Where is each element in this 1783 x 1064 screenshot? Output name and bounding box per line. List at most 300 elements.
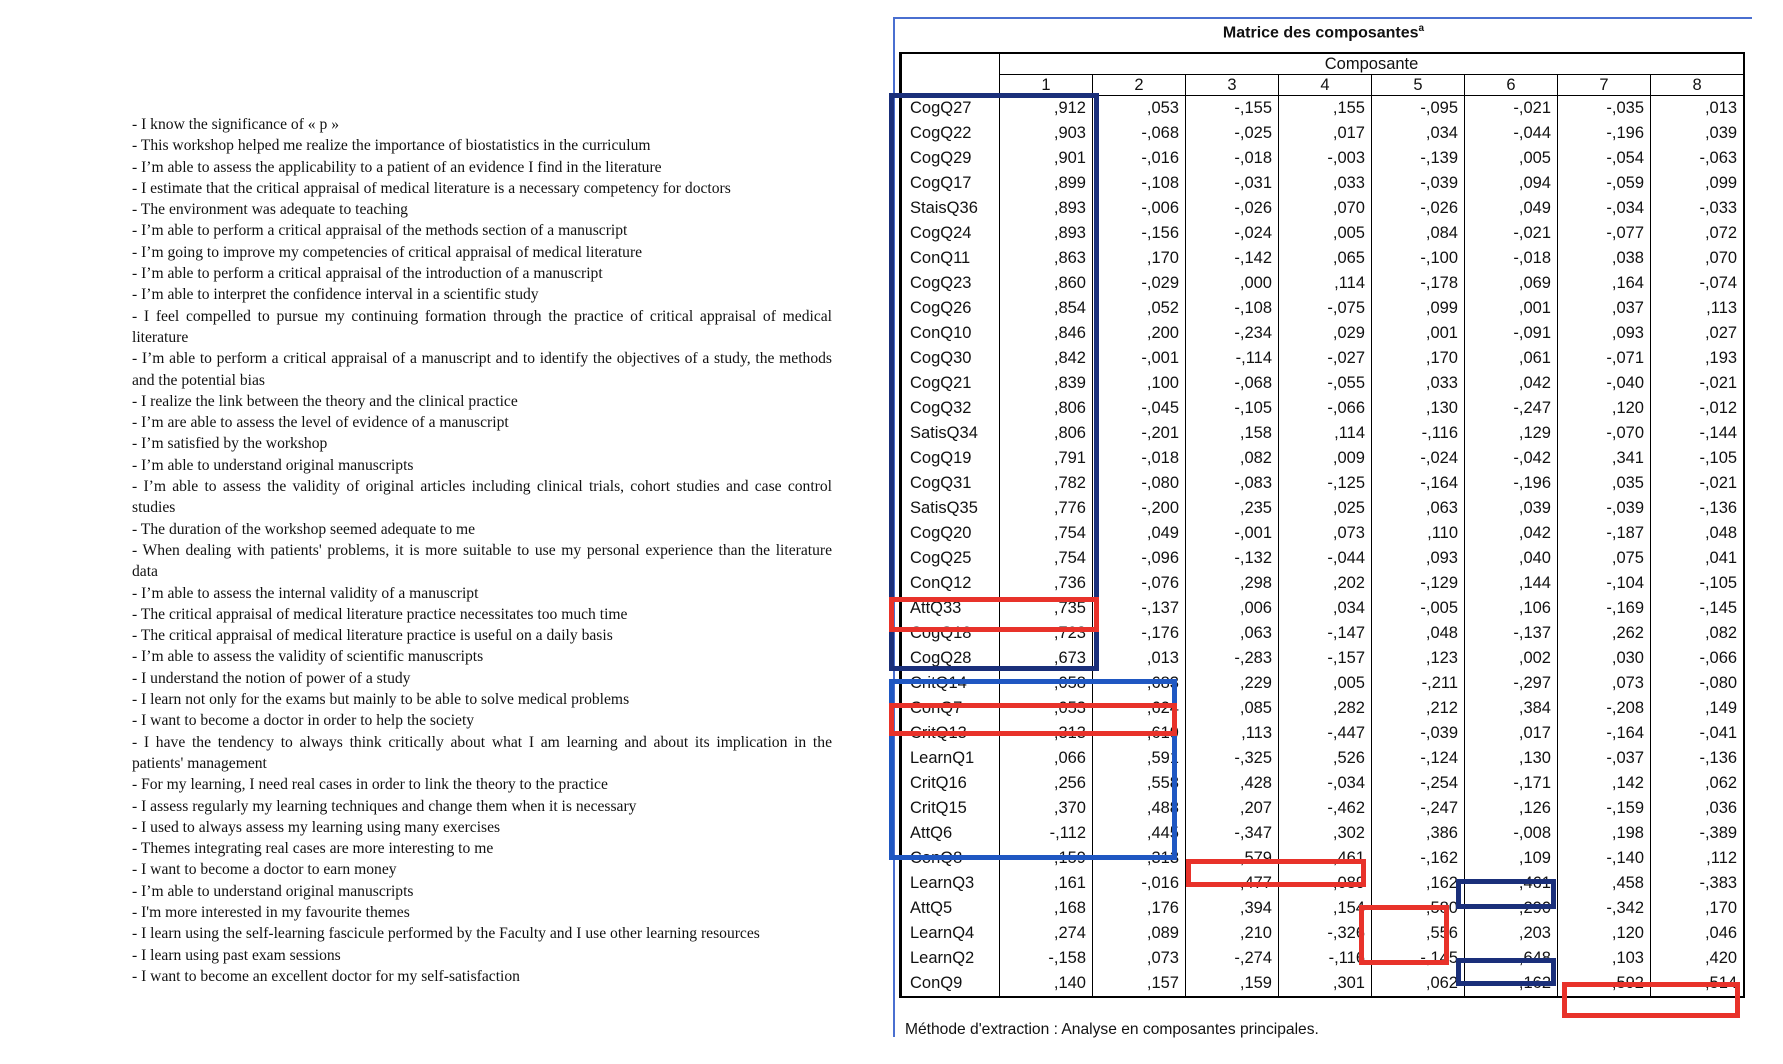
row-label: CogQ21 bbox=[902, 371, 1000, 396]
table-cell: ,256 bbox=[1000, 771, 1093, 796]
table-cell: ,200 bbox=[1093, 321, 1186, 346]
column-header-3: 3 bbox=[1186, 75, 1279, 96]
table-cell: -,137 bbox=[1093, 596, 1186, 621]
table-row bbox=[902, 596, 1744, 621]
table-cell: ,903 bbox=[1000, 121, 1093, 146]
list-item: - I realize the link between the theory and the clinical practice bbox=[132, 392, 518, 410]
table-cell: -,169 bbox=[1558, 596, 1651, 621]
table-cell: -,080 bbox=[1651, 671, 1744, 696]
table-cell: -,447 bbox=[1279, 721, 1372, 746]
table-cell: ,066 bbox=[1000, 746, 1093, 771]
table-cell: -,031 bbox=[1186, 171, 1279, 196]
table-cell: ,754 bbox=[1000, 546, 1093, 571]
table-cell: ,158 bbox=[1186, 421, 1279, 446]
table-cell: -,108 bbox=[1186, 296, 1279, 321]
table-cell: -,071 bbox=[1558, 346, 1651, 371]
row-label: CritQ13 bbox=[902, 721, 1000, 746]
table-cell: -,155 bbox=[1186, 96, 1279, 122]
table-cell: ,842 bbox=[1000, 346, 1093, 371]
table-cell: -,068 bbox=[1093, 121, 1186, 146]
row-label: CogQ32 bbox=[902, 396, 1000, 421]
table-cell: ,806 bbox=[1000, 396, 1093, 421]
table-cell: ,053 bbox=[1093, 96, 1186, 122]
table-cell: -,026 bbox=[1372, 196, 1465, 221]
table-cell: -,018 bbox=[1465, 246, 1558, 271]
table-cell: ,207 bbox=[1186, 796, 1279, 821]
table-cell: ,860 bbox=[1000, 271, 1093, 296]
row-label: CritQ16 bbox=[902, 771, 1000, 796]
table-cell: -,389 bbox=[1651, 821, 1744, 846]
table-cell: ,458 bbox=[1558, 871, 1651, 896]
table-cell: ,062 bbox=[1372, 971, 1465, 996]
table-cell: ,062 bbox=[1651, 771, 1744, 796]
table-cell: -,132 bbox=[1186, 546, 1279, 571]
table-cell: ,048 bbox=[1372, 621, 1465, 646]
row-label: CogQ31 bbox=[902, 471, 1000, 496]
table-cell: ,580 bbox=[1372, 896, 1465, 921]
table-cell: ,103 bbox=[1558, 946, 1651, 971]
table-cell: ,123 bbox=[1372, 646, 1465, 671]
list-item: - I’m able to understand original manuscripts bbox=[132, 882, 414, 900]
row-label: LearnQ3 bbox=[902, 871, 1000, 896]
table-cell: -,108 bbox=[1093, 171, 1186, 196]
table-row bbox=[902, 921, 1744, 946]
table-cell: -,112 bbox=[1000, 821, 1093, 846]
table-cell: ,901 bbox=[1000, 146, 1093, 171]
row-label: CogQ29 bbox=[902, 146, 1000, 171]
table-cell: -,297 bbox=[1465, 671, 1558, 696]
table-cell: -,070 bbox=[1558, 421, 1651, 446]
table-cell: ,592 bbox=[1558, 971, 1651, 996]
table-cell: ,735 bbox=[1000, 596, 1093, 621]
table-cell: -,035 bbox=[1558, 96, 1651, 122]
row-label: ConQ7 bbox=[902, 696, 1000, 721]
table-row bbox=[902, 671, 1744, 696]
table-row bbox=[902, 871, 1744, 896]
table-cell: ,114 bbox=[1279, 421, 1372, 446]
table-cell: -,021 bbox=[1651, 471, 1744, 496]
list-item: - Themes integrating real cases are more interesting to me bbox=[132, 840, 494, 858]
table-cell: ,893 bbox=[1000, 221, 1093, 246]
row-label: CogQ30 bbox=[902, 346, 1000, 371]
list-item: - I’m able to understand original manuscripts bbox=[132, 456, 414, 474]
table-cell: ,112 bbox=[1651, 846, 1744, 871]
table-cell: ,301 bbox=[1279, 971, 1372, 996]
table-cell: ,042 bbox=[1465, 371, 1558, 396]
table-cell: -,247 bbox=[1372, 796, 1465, 821]
table-cell: ,073 bbox=[1279, 521, 1372, 546]
table-cell: -,283 bbox=[1186, 646, 1279, 671]
table-cell: ,109 bbox=[1465, 846, 1558, 871]
table-row bbox=[902, 696, 1744, 721]
list-item: - I used to always assess my learning using many exercises bbox=[132, 818, 501, 836]
table-row bbox=[902, 471, 1744, 496]
table-cell: ,384 bbox=[1465, 696, 1558, 721]
table-cell: ,579 bbox=[1186, 846, 1279, 871]
table-cell: ,155 bbox=[1279, 96, 1372, 122]
table-cell: -,039 bbox=[1372, 721, 1465, 746]
table-cell: -,080 bbox=[1093, 471, 1186, 496]
table-cell: ,029 bbox=[1279, 321, 1372, 346]
table-cell: ,164 bbox=[1558, 271, 1651, 296]
table-cell: -,201 bbox=[1093, 421, 1186, 446]
table-cell: ,673 bbox=[1000, 646, 1093, 671]
table-cell: ,126 bbox=[1465, 796, 1558, 821]
table-cell: ,082 bbox=[1186, 446, 1279, 471]
table-cell: ,445 bbox=[1093, 821, 1186, 846]
table-cell: ,069 bbox=[1465, 271, 1558, 296]
table-cell: -,164 bbox=[1372, 471, 1465, 496]
table-cell: ,049 bbox=[1093, 521, 1186, 546]
row-label: CritQ14 bbox=[902, 671, 1000, 696]
table-row bbox=[902, 796, 1744, 821]
table-cell: ,082 bbox=[1651, 621, 1744, 646]
table-cell: -,001 bbox=[1093, 346, 1186, 371]
table-cell: ,193 bbox=[1651, 346, 1744, 371]
table-cell: ,428 bbox=[1186, 771, 1279, 796]
table-cell: ,027 bbox=[1651, 321, 1744, 346]
table-cell: -,027 bbox=[1279, 346, 1372, 371]
table-cell: ,017 bbox=[1279, 121, 1372, 146]
row-label: ConQ8 bbox=[902, 846, 1000, 871]
table-row bbox=[902, 546, 1744, 571]
table-cell: ,159 bbox=[1186, 971, 1279, 996]
table-cell: -,383 bbox=[1651, 871, 1744, 896]
table-cell: ,420 bbox=[1651, 946, 1744, 971]
table-cell: -,326 bbox=[1279, 921, 1372, 946]
table-cell: ,202 bbox=[1279, 571, 1372, 596]
table-cell: -,145 bbox=[1651, 596, 1744, 621]
table-cell: -,116 bbox=[1279, 946, 1372, 971]
table-cell: ,149 bbox=[1651, 696, 1744, 721]
row-label: ConQ10 bbox=[902, 321, 1000, 346]
table-cell: -,068 bbox=[1186, 371, 1279, 396]
column-header-2: 2 bbox=[1093, 75, 1186, 96]
table-cell: ,073 bbox=[1093, 946, 1186, 971]
row-label: LearnQ4 bbox=[902, 921, 1000, 946]
table-cell: -,105 bbox=[1186, 396, 1279, 421]
table-cell: ,106 bbox=[1465, 596, 1558, 621]
table-cell: ,120 bbox=[1558, 921, 1651, 946]
table-row bbox=[902, 946, 1744, 971]
item-list bbox=[132, 114, 832, 987]
table-cell: ,619 bbox=[1093, 721, 1186, 746]
table-cell: ,100 bbox=[1093, 371, 1186, 396]
table-cell: ,013 bbox=[1651, 96, 1744, 122]
table-cell: ,144 bbox=[1465, 571, 1558, 596]
table-cell: -,063 bbox=[1651, 146, 1744, 171]
table-cell: ,120 bbox=[1558, 396, 1651, 421]
row-label: AttQ6 bbox=[902, 821, 1000, 846]
table-cell: -,124 bbox=[1372, 746, 1465, 771]
table-cell: -,054 bbox=[1558, 146, 1651, 171]
table-cell: ,070 bbox=[1279, 196, 1372, 221]
row-label: AttQ5 bbox=[902, 896, 1000, 921]
table-cell: ,129 bbox=[1465, 421, 1558, 446]
table-cell: -,129 bbox=[1372, 571, 1465, 596]
list-item: - I learn not only for the exams but mainly to be able to solve medical problems bbox=[132, 691, 630, 709]
table-cell: ,099 bbox=[1372, 296, 1465, 321]
table-cell: ,013 bbox=[1093, 646, 1186, 671]
table-cell: ,140 bbox=[1000, 971, 1093, 996]
table-cell: -,347 bbox=[1186, 821, 1279, 846]
list-item: - I estimate that the critical appraisal of medical literature is a necessary competency for doctors bbox=[132, 179, 731, 197]
table-cell: ,170 bbox=[1093, 246, 1186, 271]
table-cell: ,839 bbox=[1000, 371, 1093, 396]
table-row bbox=[902, 346, 1744, 371]
table-cell: ,157 bbox=[1093, 971, 1186, 996]
table-cell: ,037 bbox=[1558, 296, 1651, 321]
table-cell: ,085 bbox=[1186, 696, 1279, 721]
table-cell: ,142 bbox=[1558, 771, 1651, 796]
table-cell: -,187 bbox=[1558, 521, 1651, 546]
table-cell: -,164 bbox=[1558, 721, 1651, 746]
table-row bbox=[902, 646, 1744, 671]
row-label: CogQ20 bbox=[902, 521, 1000, 546]
table-cell: -,104 bbox=[1558, 571, 1651, 596]
row-label: CogQ17 bbox=[902, 171, 1000, 196]
list-item: - I assess regularly my learning techniques and change them when it is necessary bbox=[132, 797, 637, 815]
table-cell: -,274 bbox=[1186, 946, 1279, 971]
table-cell: -,139 bbox=[1372, 146, 1465, 171]
list-item: - I understand the notion of power of a study bbox=[132, 669, 411, 687]
table-cell: -,021 bbox=[1465, 96, 1558, 122]
table-cell: ,073 bbox=[1558, 671, 1651, 696]
table-cell: ,556 bbox=[1372, 921, 1465, 946]
table-cell: ,001 bbox=[1465, 296, 1558, 321]
table-row bbox=[902, 271, 1744, 296]
table-cell: ,302 bbox=[1279, 821, 1372, 846]
list-item: - I'm more interested in my favourite themes bbox=[132, 903, 410, 921]
table-cell: ,094 bbox=[1465, 171, 1558, 196]
table-cell: -,024 bbox=[1372, 446, 1465, 471]
table-cell: ,072 bbox=[1651, 221, 1744, 246]
table-cell: ,046 bbox=[1651, 921, 1744, 946]
table-cell: -,105 bbox=[1651, 446, 1744, 471]
table-cell: ,039 bbox=[1465, 496, 1558, 521]
table-cell: ,114 bbox=[1279, 271, 1372, 296]
row-label: LearnQ1 bbox=[902, 746, 1000, 771]
table-cell: ,041 bbox=[1651, 546, 1744, 571]
table-cell: ,161 bbox=[1000, 871, 1093, 896]
table-row bbox=[902, 196, 1744, 221]
table-cell: ,034 bbox=[1372, 121, 1465, 146]
table-cell: -,462 bbox=[1279, 796, 1372, 821]
table-row bbox=[902, 446, 1744, 471]
row-label: SatisQ35 bbox=[902, 496, 1000, 521]
table-row bbox=[902, 771, 1744, 796]
table-cell: ,791 bbox=[1000, 446, 1093, 471]
row-label: CogQ18 bbox=[902, 621, 1000, 646]
table-row bbox=[902, 121, 1744, 146]
table-cell: -,034 bbox=[1279, 771, 1372, 796]
row-label: CogQ27 bbox=[902, 96, 1000, 122]
table-cell: -,247 bbox=[1465, 396, 1558, 421]
table-cell: -,105 bbox=[1651, 571, 1744, 596]
row-label: CogQ22 bbox=[902, 121, 1000, 146]
table-cell: ,005 bbox=[1279, 221, 1372, 246]
table-cell: -,083 bbox=[1186, 471, 1279, 496]
table-row bbox=[902, 721, 1744, 746]
table-cell: ,170 bbox=[1651, 896, 1744, 921]
table-cell: -,137 bbox=[1465, 621, 1558, 646]
table-cell: ,005 bbox=[1279, 671, 1372, 696]
table-cell: -,016 bbox=[1093, 871, 1186, 896]
table-cell: -,342 bbox=[1558, 896, 1651, 921]
table-cell: -,034 bbox=[1558, 196, 1651, 221]
table-cell: ,025 bbox=[1279, 496, 1372, 521]
table-cell: ,002 bbox=[1465, 646, 1558, 671]
table-cell: ,899 bbox=[1000, 171, 1093, 196]
list-item: - I’m able to interpret the confidence interval in a scientific study bbox=[132, 286, 539, 304]
table-cell: -,171 bbox=[1465, 771, 1558, 796]
table-cell: ,052 bbox=[1093, 296, 1186, 321]
table-cell: ,198 bbox=[1558, 821, 1651, 846]
column-header-6: 6 bbox=[1465, 75, 1558, 96]
row-label: CogQ19 bbox=[902, 446, 1000, 471]
table-cell: ,006 bbox=[1186, 596, 1279, 621]
table-cell: -,290 bbox=[1465, 896, 1558, 921]
table-cell: -,125 bbox=[1279, 471, 1372, 496]
list-item: - The critical appraisal of medical literature practice is useful on a daily basis bbox=[132, 627, 613, 645]
table-cell: ,058 bbox=[1000, 671, 1093, 696]
table-cell: ,130 bbox=[1465, 746, 1558, 771]
table-cell: ,477 bbox=[1186, 871, 1279, 896]
row-label: ConQ11 bbox=[902, 246, 1000, 271]
table-cell: ,394 bbox=[1186, 896, 1279, 921]
table-cell: -,039 bbox=[1372, 171, 1465, 196]
table-cell: -,066 bbox=[1279, 396, 1372, 421]
table-cell: ,212 bbox=[1372, 696, 1465, 721]
table-cell: ,099 bbox=[1651, 171, 1744, 196]
table-cell: ,591 bbox=[1093, 746, 1186, 771]
list-item: - I have the tendency to always think critically about what I am learning and about its implication in the patients' management bbox=[132, 733, 832, 772]
table-cell: -,096 bbox=[1093, 546, 1186, 571]
table-cell: -,136 bbox=[1651, 496, 1744, 521]
table-cell: ,313 bbox=[1000, 721, 1093, 746]
table-cell: -,091 bbox=[1465, 321, 1558, 346]
row-label: AttQ33 bbox=[902, 596, 1000, 621]
list-item: - The critical appraisal of medical literature practice necessitates too much time bbox=[132, 605, 628, 623]
table-cell: -,055 bbox=[1279, 371, 1372, 396]
table-cell: ,070 bbox=[1651, 246, 1744, 271]
table-cell: -,234 bbox=[1186, 321, 1279, 346]
table-cell: -,039 bbox=[1558, 496, 1651, 521]
list-item: - I want to become a doctor in order to help the society bbox=[132, 712, 475, 730]
table-cell: ,130 bbox=[1372, 396, 1465, 421]
table-row bbox=[902, 896, 1744, 921]
table-cell: ,033 bbox=[1279, 171, 1372, 196]
table-cell: ,341 bbox=[1558, 446, 1651, 471]
table-cell: ,075 bbox=[1558, 546, 1651, 571]
table-cell: -,037 bbox=[1558, 746, 1651, 771]
list-item: - I learn using past exam sessions bbox=[132, 946, 341, 964]
matrix-table bbox=[901, 54, 1744, 996]
table-row bbox=[902, 521, 1744, 546]
list-item: - I’m able to perform a critical appraisal of a manuscript and to identify the objectives of a study, the methods and the potential bias bbox=[132, 350, 832, 389]
table-cell: -,076 bbox=[1093, 571, 1186, 596]
table-cell: -,178 bbox=[1372, 271, 1465, 296]
table-cell: -,075 bbox=[1279, 296, 1372, 321]
table-cell: ,754 bbox=[1000, 521, 1093, 546]
row-label: SatisQ34 bbox=[902, 421, 1000, 446]
row-label: CogQ25 bbox=[902, 546, 1000, 571]
table-cell: ,298 bbox=[1186, 571, 1279, 596]
table-cell: ,005 bbox=[1465, 146, 1558, 171]
table-cell: -,044 bbox=[1465, 121, 1558, 146]
component-matrix bbox=[893, 17, 1752, 1037]
list-item: - I’m able to assess the validity of scientific manuscripts bbox=[132, 648, 484, 666]
table-row bbox=[902, 421, 1744, 446]
table-cell: ,039 bbox=[1651, 121, 1744, 146]
column-header-1: 1 bbox=[1000, 75, 1093, 96]
table-cell: -,059 bbox=[1558, 171, 1651, 196]
table-cell: ,461 bbox=[1465, 871, 1558, 896]
table-cell: -,159 bbox=[1558, 796, 1651, 821]
table-row bbox=[902, 746, 1744, 771]
row-label: CogQ24 bbox=[902, 221, 1000, 246]
table-cell: ,063 bbox=[1186, 621, 1279, 646]
table-cell: ,776 bbox=[1000, 496, 1093, 521]
list-item: - I know the significance of « p » bbox=[132, 116, 339, 133]
table-cell: -,114 bbox=[1186, 346, 1279, 371]
table-cell: ,053 bbox=[1000, 696, 1093, 721]
row-label: CogQ23 bbox=[902, 271, 1000, 296]
table-cell: -,208 bbox=[1558, 696, 1651, 721]
table-row bbox=[902, 146, 1744, 171]
table-row bbox=[902, 296, 1744, 321]
table-cell: -,089 bbox=[1279, 871, 1372, 896]
table-cell: ,488 bbox=[1093, 796, 1186, 821]
table-cell: -,016 bbox=[1093, 146, 1186, 171]
table-cell: ,061 bbox=[1465, 346, 1558, 371]
table-cell: ,009 bbox=[1279, 446, 1372, 471]
table-cell: -,029 bbox=[1093, 271, 1186, 296]
table-cell: -,156 bbox=[1093, 221, 1186, 246]
table-cell: -,196 bbox=[1465, 471, 1558, 496]
row-label: CogQ28 bbox=[902, 646, 1000, 671]
matrix-title: Matrice des composantes$^a$ bbox=[1222, 23, 1425, 42]
table-cell: -,026 bbox=[1186, 196, 1279, 221]
table-cell: ,558 bbox=[1093, 771, 1186, 796]
table-cell: -,012 bbox=[1651, 396, 1744, 421]
table-cell: -,074 bbox=[1651, 271, 1744, 296]
list-item: - I’m going to improve my competencies of critical appraisal of medical literature bbox=[132, 243, 643, 261]
list-item: - I learn using the self-learning fascicule performed by the Faculty and I use other learning resources bbox=[132, 925, 760, 943]
table-cell: ,035 bbox=[1558, 471, 1651, 496]
table-cell: ,854 bbox=[1000, 296, 1093, 321]
list-item: - The duration of the workshop seemed adequate to me bbox=[132, 520, 476, 538]
table-cell: ,846 bbox=[1000, 321, 1093, 346]
table-cell: ,370 bbox=[1000, 796, 1093, 821]
table-cell: -,147 bbox=[1279, 621, 1372, 646]
table-cell: -,140 bbox=[1558, 846, 1651, 871]
table-cell: -,033 bbox=[1651, 196, 1744, 221]
table-cell: -,006 bbox=[1093, 196, 1186, 221]
table-cell: ,386 bbox=[1372, 821, 1465, 846]
table-row bbox=[902, 396, 1744, 421]
table-cell: ,736 bbox=[1000, 571, 1093, 596]
column-header-4: 4 bbox=[1279, 75, 1372, 96]
row-label-header bbox=[902, 54, 1000, 96]
table-cell: ,093 bbox=[1372, 546, 1465, 571]
table-cell: -,158 bbox=[1000, 946, 1093, 971]
table-row bbox=[902, 971, 1744, 996]
list-item: - This workshop helped me realize the importance of biostatistics in the curriculum bbox=[132, 137, 651, 155]
table-cell: ,274 bbox=[1000, 921, 1093, 946]
table-cell: -,021 bbox=[1465, 221, 1558, 246]
table-cell: -,145 bbox=[1372, 946, 1465, 971]
